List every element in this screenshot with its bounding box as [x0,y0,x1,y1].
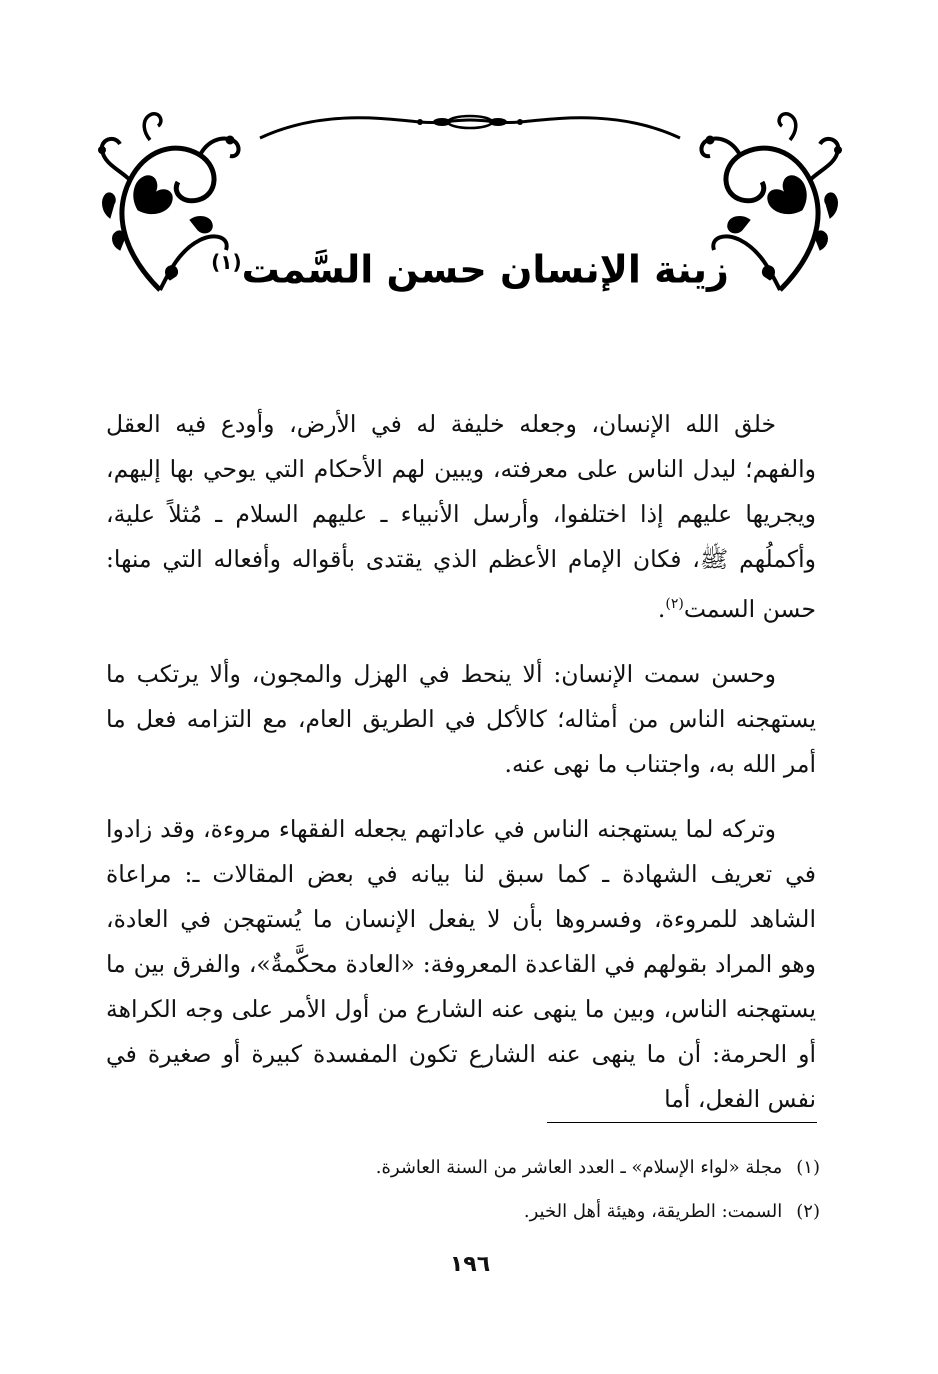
footnote-1-text: مجلة «لواء الإسلام» ـ العدد العاشر من السنة العاشرة. [375,1157,783,1178]
paragraph-2-text: وحسن سمت الإنسان: ألا ينحط في الهزل والمجون، وألا يرتكب ما يستهجنه الناس من أمثاله؛ كالأكل في الطريق العام، مع التزامه فعل ما أمر الله به، واجتناب ما نهى عنه. [106,659,816,778]
footnote-divider [547,1122,817,1123]
footnote-1 [200,1146,820,1190]
paragraph-1 [106,402,816,632]
footnote-2-text: السمت: الطريقة، وهيئة أهل الخير. [523,1201,783,1222]
page-number: ١٩٦ [449,1252,491,1277]
footnote-2-number: (٢) [796,1201,820,1222]
paragraph-1-footnote-ref: (٢) [665,596,684,612]
chapter-title-footnote-ref: (١) [211,250,242,274]
footnote-2 [200,1190,820,1234]
footnote-1-number: (١) [796,1157,820,1178]
chapter-title-text: زينة الإنسان حسن السَّمت [241,247,729,292]
paragraph-3 [106,807,816,1122]
paragraph-3-text: وتركه لما يستهجنه الناس في عاداتهم يجعله الفقهاء مروءة، وقد زادوا في تعريف الشهادة ـ كما سبق لنا بيانه في بعض المقالات ـ: مراعاة الشاهد للمروءة، وفسروها بأن لا يفعل الإنسان ما يُستهجن في العادة، وهو المراد بقولهم في القاعدة المعروفة: «العادة محكَّمةٌ»، والفرق بين ما يستهجنه الناس، وبين ما ينهى عنه الشارع من أول الأمر على وجه الكراهة أو الحرمة: أن ما ينهى عنه الشارع تكون المفسدة كبيرة أو صغيرة في نفس الفعل، أما [106,814,816,1113]
chapter-title [190,232,750,300]
body-text [106,402,816,1142]
footnotes [200,1146,820,1234]
paragraph-2 [106,652,816,787]
paragraph-1-tail: . [657,594,666,623]
paragraph-1-text: خلق الله الإنسان، وجعله خليفة له في الأرض، وأودع فيه العقل والفهم؛ ليدل الناس على معرفته، ويبين لهم الأحكام التي يوحي بها إليهم، ويجريها عليهم إذا اختلفوا، وأرسل الأنبياء ـ عليهم السلام ـ مُثلاً علية، وأكملُهم ﷺ، فكان الإمام الأعظم الذي يقتدى بأقواله وأفعاله التي منها: حسن السمت [106,410,816,623]
